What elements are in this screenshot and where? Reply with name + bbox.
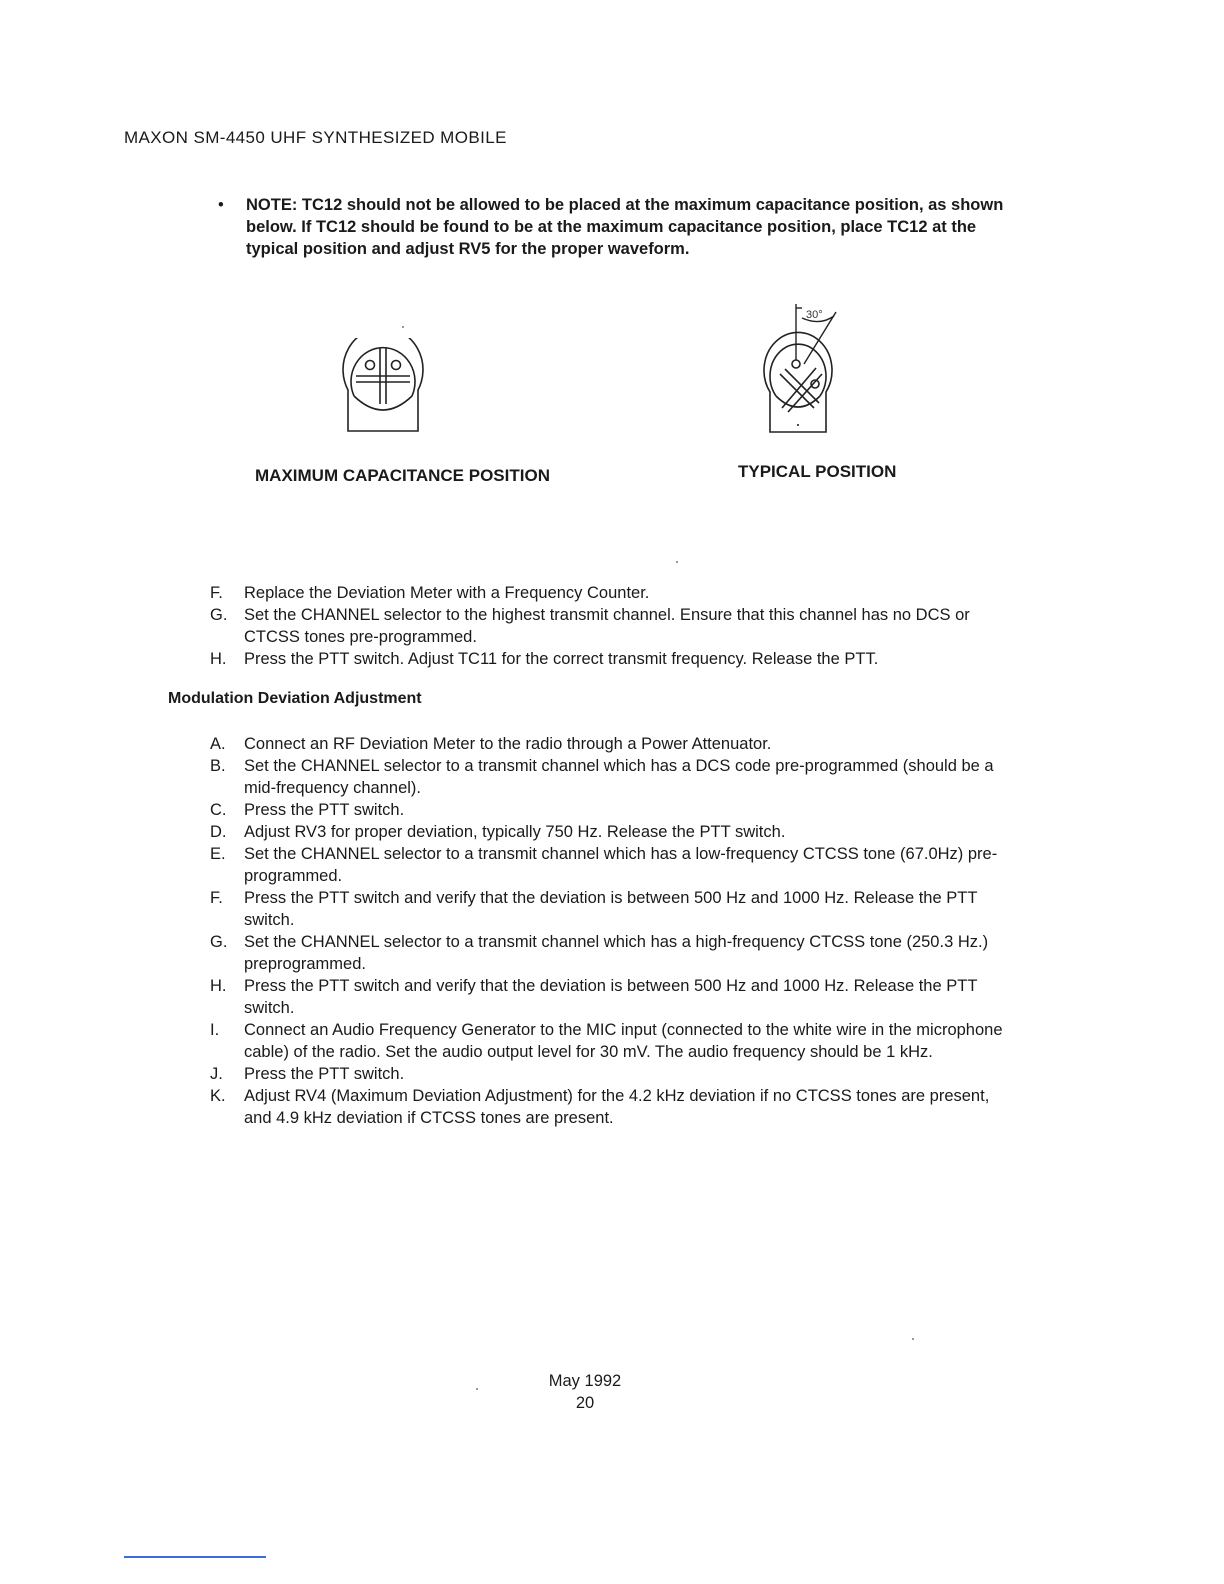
item-text: Set the CHANNEL selector to a transmit channel which has a high-frequency CTCSS tone (250.3 Hz.) preprogrammed. bbox=[244, 933, 989, 973]
item-letter: K. bbox=[210, 1087, 226, 1105]
list-item bbox=[210, 648, 1000, 670]
list-item bbox=[210, 733, 1020, 755]
item-letter: G. bbox=[210, 606, 228, 624]
item-text: Set the CHANNEL selector to a transmit channel which has a low-frequency CTCSS tone (67.0Hz) pre-programmed. bbox=[244, 845, 998, 885]
angle-label: 30° bbox=[806, 309, 823, 321]
item-letter: I. bbox=[210, 1021, 220, 1039]
list-item bbox=[210, 1019, 1020, 1063]
list-item bbox=[210, 1063, 1020, 1085]
item-text: Set the CHANNEL selector to a transmit channel which has a DCS code pre-programmed (should be a mid-frequency channel). bbox=[244, 757, 994, 797]
note-text: NOTE: TC12 should not be allowed to be placed at the maximum capacitance position, as shown below. If TC12 should be found to be at the maximum capacitance position, place TC12 at the typical position and adjust RV5 for the proper waveform. bbox=[246, 196, 1004, 258]
item-text: Press the PTT switch and verify that the deviation is between 500 Hz and 1000 Hz. Release the PTT switch. bbox=[244, 889, 978, 929]
item-letter: F. bbox=[210, 889, 223, 907]
item-letter: J. bbox=[210, 1065, 223, 1083]
item-text: Press the PTT switch and verify that the deviation is between 500 Hz and 1000 Hz. Release the PTT switch. bbox=[244, 977, 978, 1017]
section-title: Modulation Deviation Adjustment bbox=[168, 690, 422, 707]
scan-speck bbox=[402, 326, 404, 328]
list-item bbox=[210, 843, 1020, 887]
list-item bbox=[210, 887, 1020, 931]
footer-date: May 1992 bbox=[548, 1372, 622, 1390]
list-item bbox=[210, 821, 1020, 843]
item-letter: E. bbox=[210, 845, 226, 863]
item-text: Press the PTT switch. Adjust TC11 for the correct transmit frequency. Release the PTT. bbox=[244, 650, 879, 668]
max-capacitance-caption: MAXIMUM CAPACITANCE POSITION bbox=[255, 466, 550, 485]
item-letter: D. bbox=[210, 823, 227, 841]
item-text: Connect an RF Deviation Meter to the radio through a Power Attenuator. bbox=[244, 735, 772, 753]
list-item bbox=[210, 755, 1020, 799]
item-text: Replace the Deviation Meter with a Frequency Counter. bbox=[244, 584, 650, 602]
list-item bbox=[210, 975, 1020, 1019]
item-text: Press the PTT switch. bbox=[244, 1065, 405, 1083]
item-letter: H. bbox=[210, 650, 227, 668]
list-item bbox=[210, 931, 1020, 975]
item-letter: G. bbox=[210, 933, 228, 951]
item-text: Set the CHANNEL selector to the highest transmit channel. Ensure that this channel has no DCS or CTCSS tones pre-programmed. bbox=[244, 606, 970, 646]
list-item bbox=[210, 1085, 1020, 1129]
page-number: 20 bbox=[575, 1394, 595, 1412]
note-bullet: • bbox=[218, 196, 224, 214]
scan-speck bbox=[476, 1388, 478, 1390]
list-item bbox=[210, 582, 1000, 604]
item-text: Adjust RV3 for proper deviation, typically 750 Hz. Release the PTT switch. bbox=[244, 823, 786, 841]
item-text: Connect an Audio Frequency Generator to the MIC input (connected to the white wire in the microphone cable) of the radio. Set the audio output level for 30 mV. The audio frequency should be 1 kHz. bbox=[244, 1021, 1003, 1061]
list-item bbox=[210, 604, 1000, 648]
bottom-rule bbox=[124, 1556, 266, 1558]
item-letter: A. bbox=[210, 735, 226, 753]
list-item bbox=[210, 799, 1020, 821]
typical-position-caption: TYPICAL POSITION bbox=[738, 462, 897, 481]
item-text: Adjust RV4 (Maximum Deviation Adjustment) for the 4.2 kHz deviation if no CTCSS tones are present, and 4.9 kHz deviation if CTCSS tones are present. bbox=[244, 1087, 990, 1127]
scan-speck bbox=[912, 1338, 914, 1340]
item-letter: F. bbox=[210, 584, 223, 602]
item-letter: H. bbox=[210, 977, 227, 995]
item-text: Press the PTT switch. bbox=[244, 801, 405, 819]
typical-position-diagram bbox=[758, 300, 850, 440]
max-capacitance-diagram bbox=[340, 338, 436, 438]
item-letter: B. bbox=[210, 757, 226, 775]
scan-speck bbox=[676, 561, 678, 563]
frequency-steps-list bbox=[210, 582, 1000, 670]
modulation-steps-list bbox=[210, 733, 1020, 1129]
item-letter: C. bbox=[210, 801, 227, 819]
document-header: MAXON SM-4450 UHF SYNTHESIZED MOBILE bbox=[124, 128, 507, 147]
